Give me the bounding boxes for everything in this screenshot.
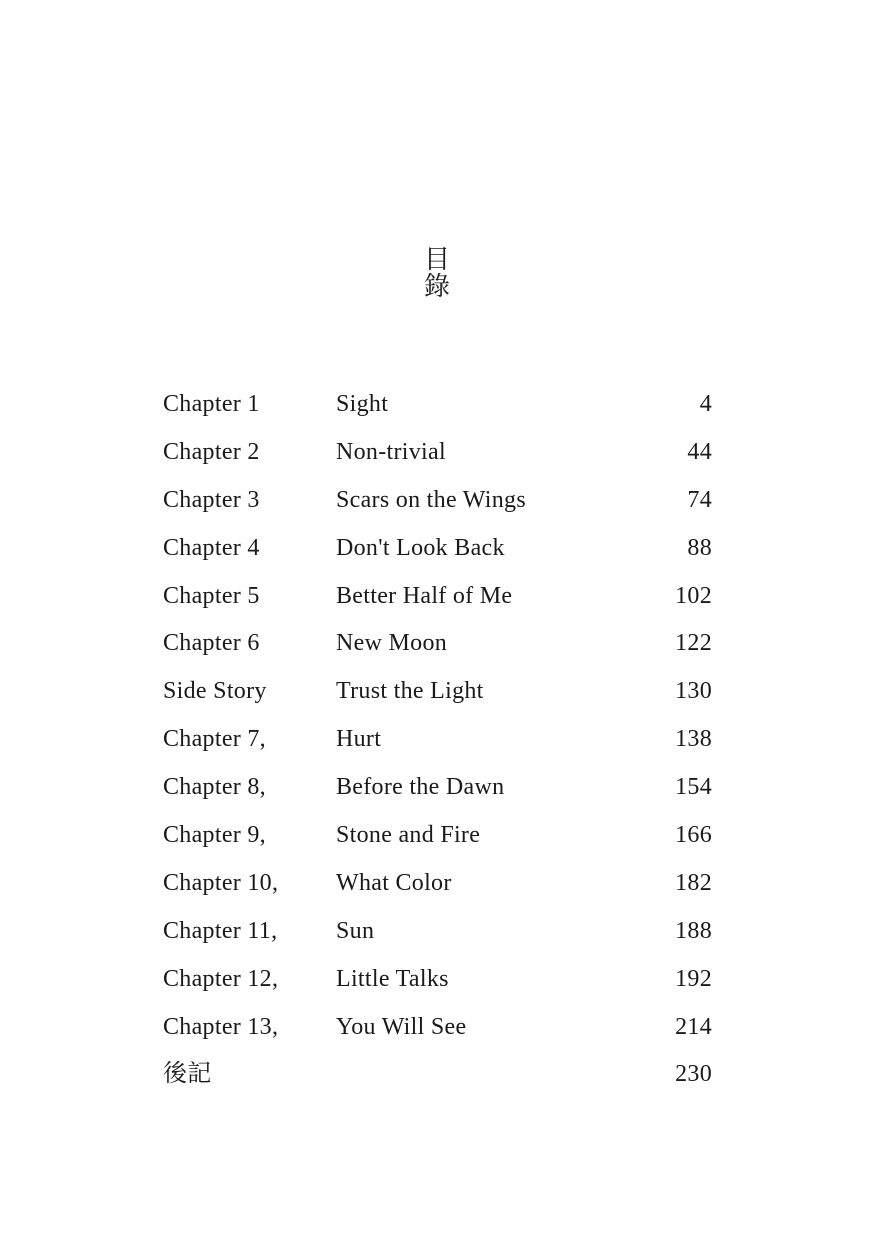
- toc-entry-name: Scars on the Wings: [336, 486, 526, 513]
- toc-entry-name: Sight: [336, 391, 389, 417]
- toc-entry-1[interactable]: [163, 380, 712, 428]
- toc-entry-name: Better Half of Me: [336, 582, 513, 609]
- toc-entry-page: 192: [675, 965, 712, 992]
- toc-entry-label: Chapter 5: [163, 582, 260, 609]
- toc-list: [163, 380, 712, 1098]
- toc-entry-10[interactable]: [163, 859, 712, 907]
- toc-entry-label: Chapter 4: [163, 534, 260, 561]
- toc-entry-label: Chapter 11,: [163, 917, 278, 944]
- toc-entry-page: 188: [675, 917, 712, 944]
- toc-entry-name: Trust the Light: [336, 678, 484, 705]
- toc-entry-name: You Will See: [336, 1013, 467, 1040]
- toc-entry-5[interactable]: [163, 572, 712, 620]
- toc-entry-3[interactable]: [163, 476, 712, 524]
- toc-title-line-2: 錄: [423, 272, 450, 301]
- toc-entry-page: 4: [699, 391, 712, 417]
- toc-entry-9[interactable]: [163, 811, 712, 859]
- toc-entry-page: 102: [675, 582, 712, 609]
- toc-entry-name: Little Talks: [336, 965, 449, 992]
- toc-entry-label: Chapter 12,: [163, 965, 279, 992]
- toc-title-line-1: 目: [423, 245, 450, 274]
- toc-entry-page: 74: [687, 486, 712, 513]
- toc-entry-page: 154: [675, 774, 712, 801]
- toc-entry-6[interactable]: [163, 619, 712, 667]
- toc-entry-label: Chapter 7,: [163, 726, 266, 753]
- toc-entry-name: Sun: [336, 917, 375, 944]
- toc-entry-page: 182: [675, 869, 712, 896]
- toc-entry-page: 130: [675, 678, 712, 705]
- toc-entry-label: 後記: [163, 1061, 212, 1088]
- toc-entry-2[interactable]: [163, 428, 712, 476]
- toc-entry-name: Stone and Fire: [336, 822, 481, 849]
- toc-entry-label: Chapter 13,: [163, 1013, 279, 1040]
- toc-entry-label: Chapter 6: [163, 630, 260, 657]
- toc-entry-label: Side Story: [163, 678, 267, 705]
- toc-title: [0, 246, 874, 300]
- toc-entry-label: Chapter 1: [163, 391, 260, 417]
- toc-entry-name: Non-trivial: [336, 438, 446, 465]
- toc-entry-12[interactable]: [163, 955, 712, 1003]
- toc-entry-label: Chapter 3: [163, 486, 260, 513]
- toc-entry-page: 214: [675, 1013, 712, 1040]
- toc-entry-side-story[interactable]: [163, 667, 712, 715]
- toc-entry-13[interactable]: [163, 1003, 712, 1051]
- toc-entry-page: 138: [675, 726, 712, 753]
- toc-entry-label: Chapter 2: [163, 438, 260, 465]
- toc-entry-label: Chapter 9,: [163, 822, 266, 849]
- toc-entry-label: Chapter 8,: [163, 774, 266, 801]
- toc-entry-name: Don't Look Back: [336, 534, 505, 561]
- toc-entry-11[interactable]: [163, 907, 712, 955]
- toc-entry-8[interactable]: [163, 763, 712, 811]
- toc-entry-afterword[interactable]: [163, 1050, 712, 1098]
- toc-entry-name: What Color: [336, 869, 452, 896]
- toc-entry-label: Chapter 10,: [163, 869, 279, 896]
- toc-entry-page: 166: [675, 822, 712, 849]
- toc-entry-name: New Moon: [336, 630, 448, 657]
- toc-entry-4[interactable]: [163, 524, 712, 572]
- toc-entry-name: Hurt: [336, 726, 382, 753]
- toc-entry-page: 122: [675, 630, 712, 657]
- toc-entry-page: 44: [687, 438, 712, 465]
- toc-entry-page: 230: [675, 1061, 712, 1088]
- toc-entry-name: Before the Dawn: [336, 774, 505, 801]
- toc-entry-page: 88: [687, 534, 712, 561]
- toc-entry-7[interactable]: [163, 715, 712, 763]
